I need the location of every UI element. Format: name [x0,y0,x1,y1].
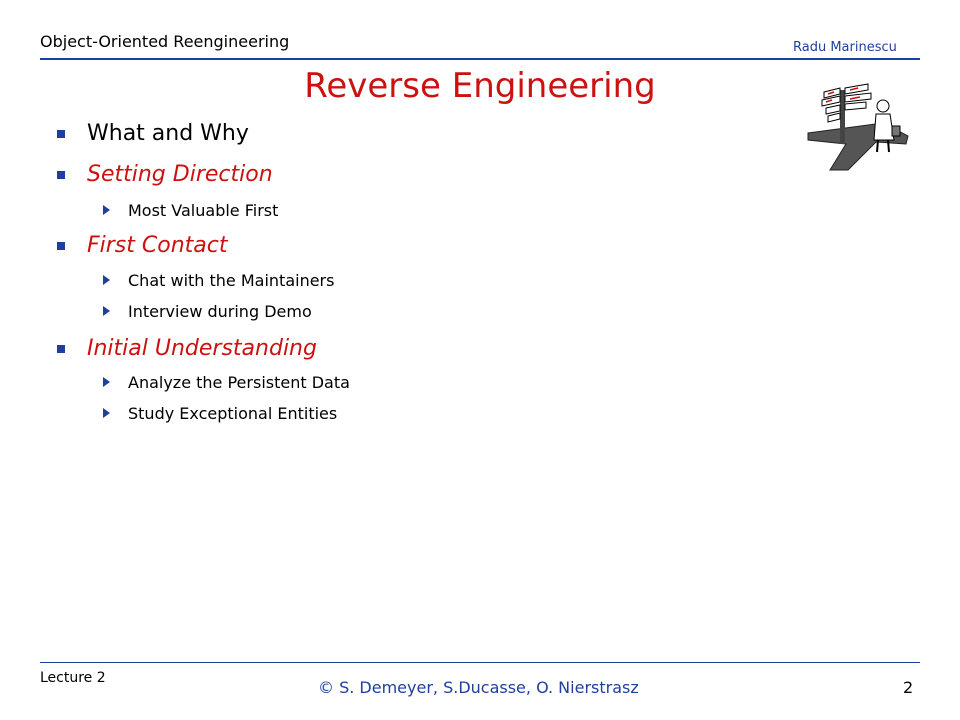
square-bullet-icon [57,171,65,179]
bullet-text: Setting Direction [87,162,273,187]
triangle-bullet-icon [103,205,110,215]
bullet-text: First Contact [87,233,228,258]
sub-bullet-text: Chat with the Maintainers [128,271,335,290]
header-divider [40,58,920,60]
triangle-bullet-icon [103,408,110,418]
course-title: Object-Oriented Reengineering [40,32,290,51]
author-name: Radu Marinescu [793,40,897,55]
sub-bullet-text: Most Valuable First [128,201,279,220]
page-number: 2 [903,678,914,697]
triangle-bullet-icon [103,275,110,285]
sub-bullet-text: Study Exceptional Entities [128,404,338,423]
slide-title: Reverse Engineering [304,66,656,106]
sub-bullet-text: Analyze the Persistent Data [128,373,350,392]
square-bullet-icon [57,130,65,138]
bullet-text: Initial Understanding [87,336,317,361]
signpost-person-icon [788,78,918,178]
lecture-label: Lecture 2 [40,670,106,686]
triangle-bullet-icon [103,306,110,316]
footer-divider [40,662,920,663]
triangle-bullet-icon [103,377,110,387]
sub-bullet-text: Interview during Demo [128,302,312,321]
square-bullet-icon [57,242,65,250]
square-bullet-icon [57,345,65,353]
copyright-text: © S. Demeyer, S.Ducasse, O. Nierstrasz [318,678,639,697]
bullet-text: What and Why [87,121,249,146]
